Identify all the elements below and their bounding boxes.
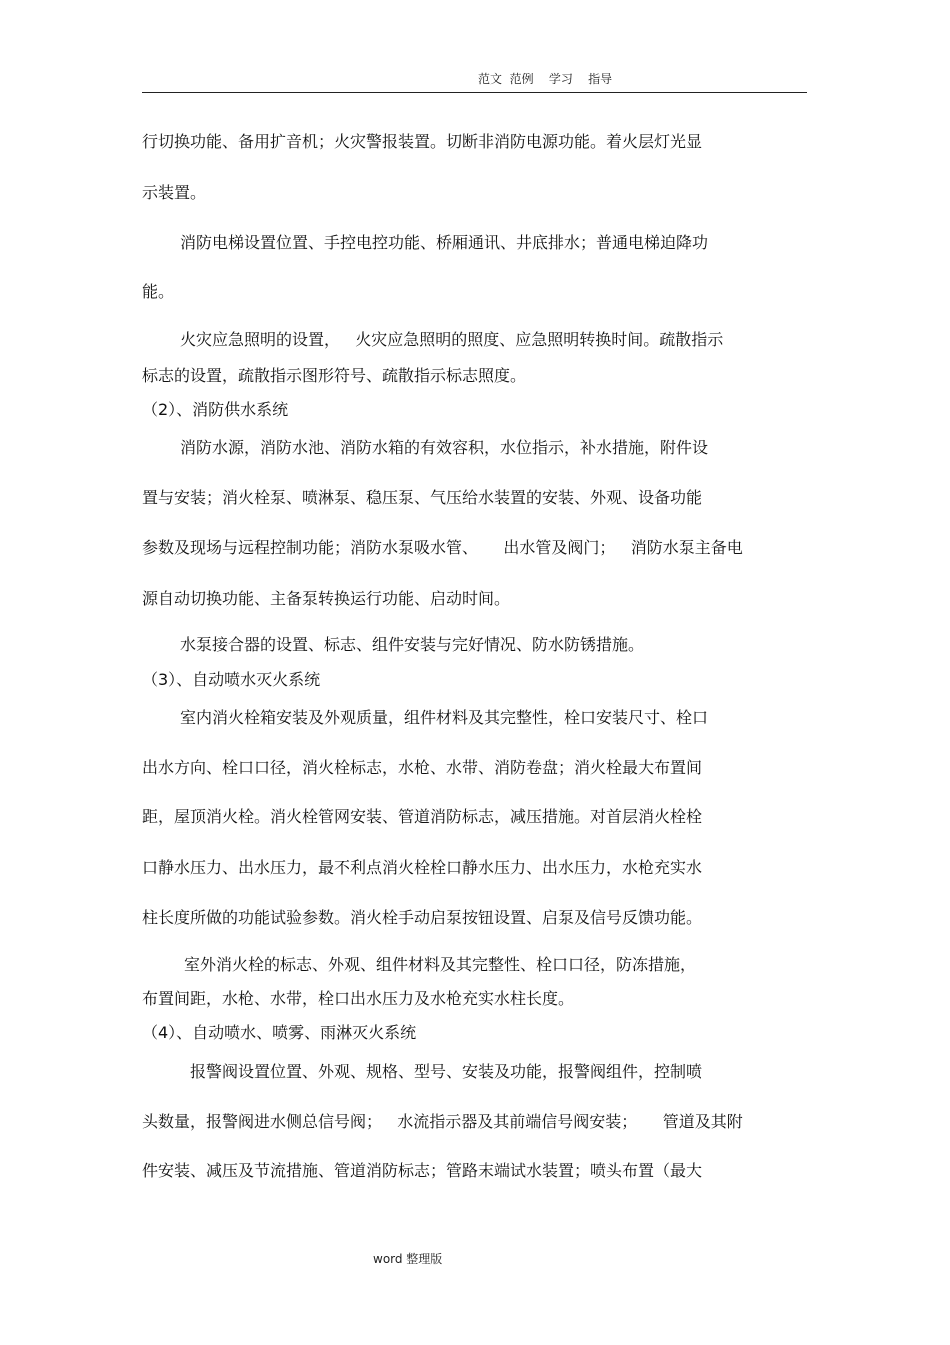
section-heading: （2）、消防供水系统	[142, 400, 289, 419]
page-footer: word 整理版	[373, 1252, 443, 1266]
text-line: 口静水压力、出水压力，最不利点消火栓栓口静水压力、出水压力，水枪充实水	[142, 858, 703, 877]
page-header	[142, 70, 807, 93]
text-line: 行切换功能、备用扩音机；火灾警报装置。切断非消防电源功能。着火层灯光显	[142, 132, 703, 151]
text-line: 室内消火栓箱安装及外观质量，组件材料及其完整性，栓口安装尺寸、栓口	[180, 708, 709, 727]
text-line: 布置间距，水枪、水带，栓口出水压力及水枪充实水柱长度。	[142, 989, 575, 1008]
text-line: 能。	[142, 282, 175, 301]
text-line: 件安装、减压及节流措施、管道消防标志；管路末端试水装置；喷头布置（最大	[142, 1161, 703, 1180]
text-line: 源自动切换功能、主备泵转换运行功能、启动时间。	[142, 589, 511, 608]
text-line: 火灾应急照明的设置， 火灾应急照明的照度、应急照明转换时间。疏散指示	[180, 330, 724, 349]
text-line: 参数及现场与远程控制功能；消防水泵吸水管、 出水管及阀门； 消防水泵主备电	[142, 538, 743, 557]
section-heading: （4）、自动喷水、喷雾、雨淋灭火系统	[142, 1023, 417, 1042]
text-line: 报警阀设置位置、外观、规格、型号、安装及功能，报警阀组件，控制喷	[190, 1062, 703, 1081]
text-line: 室外消火栓的标志、外观、组件材料及其完整性、栓口口径，防冻措施，	[184, 955, 697, 974]
text-line: 示装置。	[142, 183, 207, 202]
text-line: 置与安装；消火栓泵、喷淋泵、稳压泵、气压给水装置的安装、外观、设备功能	[142, 488, 703, 507]
section-heading: （3）、自动喷水灭火系统	[142, 670, 321, 689]
header-text: 范文 范例 学习 指导	[478, 72, 613, 86]
text-line: 消防电梯设置位置、手控电控功能、桥厢通讯、井底排水；普通电梯迫降功	[180, 233, 709, 252]
text-line: 距，屋顶消火栓。消火栓管网安装、管道消防标志，减压措施。对首层消火栓栓	[142, 807, 703, 826]
text-line: 出水方向、栓口口径，消火栓标志，水枪、水带、消防卷盘；消火栓最大布置间	[142, 758, 703, 777]
text-line: 水泵接合器的设置、标志、组件安装与完好情况、防水防锈措施。	[180, 635, 645, 654]
text-line: 标志的设置，疏散指示图形符号、疏散指示标志照度。	[142, 366, 527, 385]
text-line: 消防水源，消防水池、消防水箱的有效容积，水位指示，补水措施，附件设	[180, 438, 709, 457]
text-line: 头数量，报警阀进水侧总信号阀； 水流指示器及其前端信号阀安装； 管道及其附	[142, 1112, 743, 1131]
text-line: 柱长度所做的功能试验参数。消火栓手动启泵按钮设置、启泵及信号反馈功能。	[142, 908, 703, 927]
